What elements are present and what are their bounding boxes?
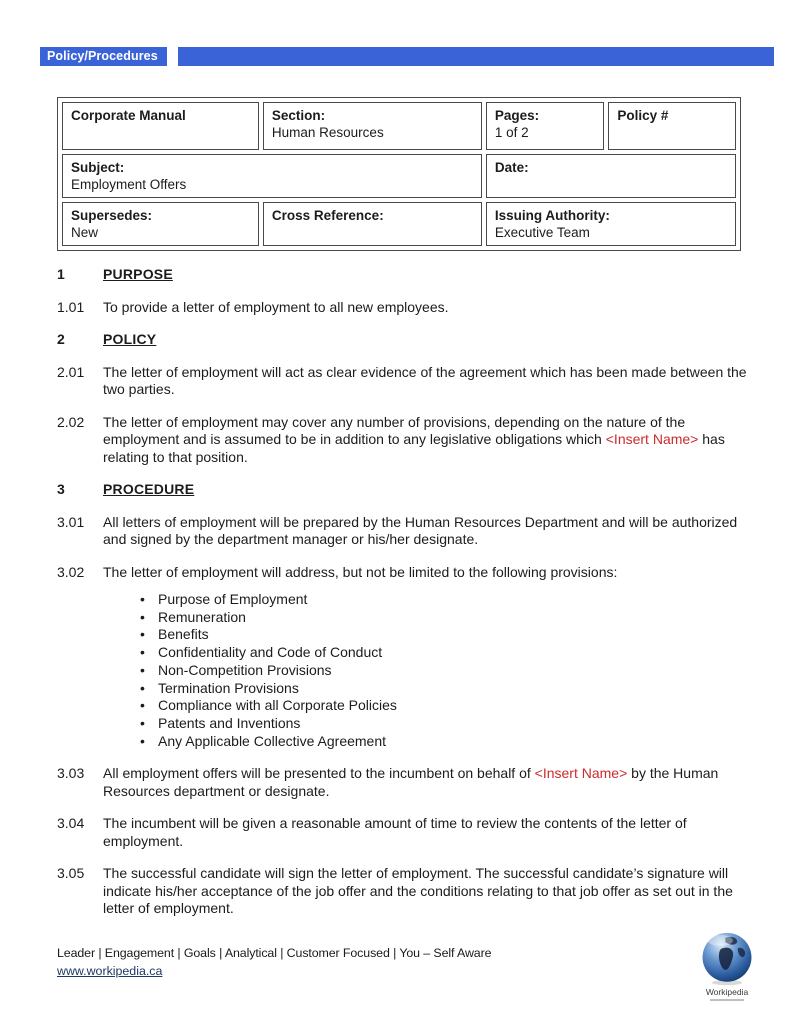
cell-label: Corporate Manual [71,108,186,123]
policy-item-number: 2.02 [57,413,85,430]
cell-label: Issuing Authority: [494,208,610,223]
bullet-item: • Non-Competition Provisions [140,662,764,680]
text-segment: The letter of employment will address, but not be limited to the following provisions: [103,563,618,580]
text-segment: The letter of employment will act as clear evidence of the agreement which has been made between the two parties. [103,363,747,397]
section-number: 3 [57,481,65,497]
section-heading-row [57,481,764,499]
bullet-item: • Purpose of Employment [140,591,764,609]
section-heading-row [57,266,764,284]
table-cell [486,102,605,150]
cell-label: Date: [494,160,529,175]
bullet-item: • Remuneration [140,609,764,627]
policy-item-number: 3.05 [57,865,85,882]
header-accent-bar [178,47,774,66]
globe-icon [692,931,762,987]
table-row [62,202,736,246]
table-cell [608,102,736,150]
bullet-item: • Compliance with all Corporate Policies [140,697,764,715]
provision-bullet-list [140,591,764,750]
policy-procedures-tab: Policy/Procedures [40,47,167,66]
policy-item-text [103,865,764,918]
policy-header-table-body [62,102,736,246]
table-cell [486,154,736,198]
policy-item-text [103,299,764,317]
policy-item-text [103,564,764,751]
text-segment: All letters of employment will be prepared by the Human Resources Department and will be authorized and signed by the department manager or his/her designate. [103,513,738,547]
cell-label: Section: [271,108,326,123]
policy-item-number: 3.02 [57,563,85,580]
insert-name-placeholder: <Insert Name> [534,765,628,782]
bullet-item: • Patents and Inventions [140,715,764,733]
section-heading: PURPOSE [103,266,173,282]
footer-traits: Leader | Engagement | Goals | Analytical | Customer Focused | You – Self Aware [57,946,492,960]
section-heading: PROCEDURE [103,481,195,497]
section-number: 1 [57,266,65,282]
policy-item [57,364,764,399]
bullet-item: • Confidentiality and Code of Conduct [140,644,764,662]
table-row [62,102,736,150]
cell-value: Employment Offers [71,177,187,192]
cell-label: Policy # [617,108,669,123]
table-cell [263,102,482,150]
text-segment: by the Human Resources department or designate. [103,765,719,799]
workipedia-link[interactable]: www.workipedia.ca [57,964,163,978]
table-cell [486,202,736,246]
table-cell [62,102,259,150]
table-cell [263,202,482,246]
cell-value: 1 of 2 [494,125,529,140]
policy-item-number: 1.01 [57,298,85,315]
policy-item [57,815,764,850]
policy-item-text [103,514,764,549]
policy-item-number: 3.01 [57,513,85,530]
table-cell [62,202,259,246]
logo-wordmark: Workipedia [705,987,749,997]
policy-item [57,765,764,800]
bullet-item: • Termination Provisions [140,680,764,698]
logo-tagline [710,999,744,1001]
policy-body [57,262,764,933]
section-heading-row [57,331,764,349]
policy-item-text [103,815,764,850]
policy-item-text [103,765,764,800]
policy-item-text [103,414,764,467]
bullet-item: • Any Applicable Collective Agreement [140,733,764,751]
cell-value: Executive Team [494,225,590,240]
policy-header-table [57,97,741,251]
cell-label: Supersedes: [71,208,153,223]
policy-item-number: 3.04 [57,815,85,832]
policy-item-number: 3.03 [57,765,85,782]
policy-item [57,564,764,751]
policy-item-text [103,364,764,399]
text-segment: The successful candidate will sign the letter of employment. The successful candidate’s signature will indicate his/her acceptance of the job offer and the conditions relating to that job offer as set out in the letter of employment. [103,865,733,917]
text-segment: has relating to that position. [103,431,725,465]
cell-label: Cross Reference: [271,208,384,223]
insert-name-placeholder: <Insert Name> [605,431,699,447]
policy-item [57,414,764,467]
policy-item-number: 2.01 [57,363,85,380]
section-heading: POLICY [103,331,157,347]
cell-label: Pages: [494,108,540,123]
workipedia-logo [692,931,762,1001]
text-segment: To provide a letter of employment to all new employees. [103,298,449,315]
policy-item [57,865,764,918]
cell-label: Subject: [71,160,125,175]
cell-value: Human Resources [271,125,384,140]
cell-value: New [71,225,99,240]
policy-item [57,514,764,549]
bullet-item: • Benefits [140,626,764,644]
table-cell [62,154,482,198]
text-segment: The incumbent will be given a reasonable amount of time to review the contents of the letter of employment. [103,815,687,849]
policy-item [57,299,764,317]
table-row [62,154,736,198]
text-segment: The letter of employment may cover any number of provisions, depending on the nature of the employment and is assumed to be in addition to any legislative obligations which [103,413,686,447]
text-segment: All employment offers will be presented to the incumbent on behalf of [103,765,535,782]
section-number: 2 [57,331,65,347]
